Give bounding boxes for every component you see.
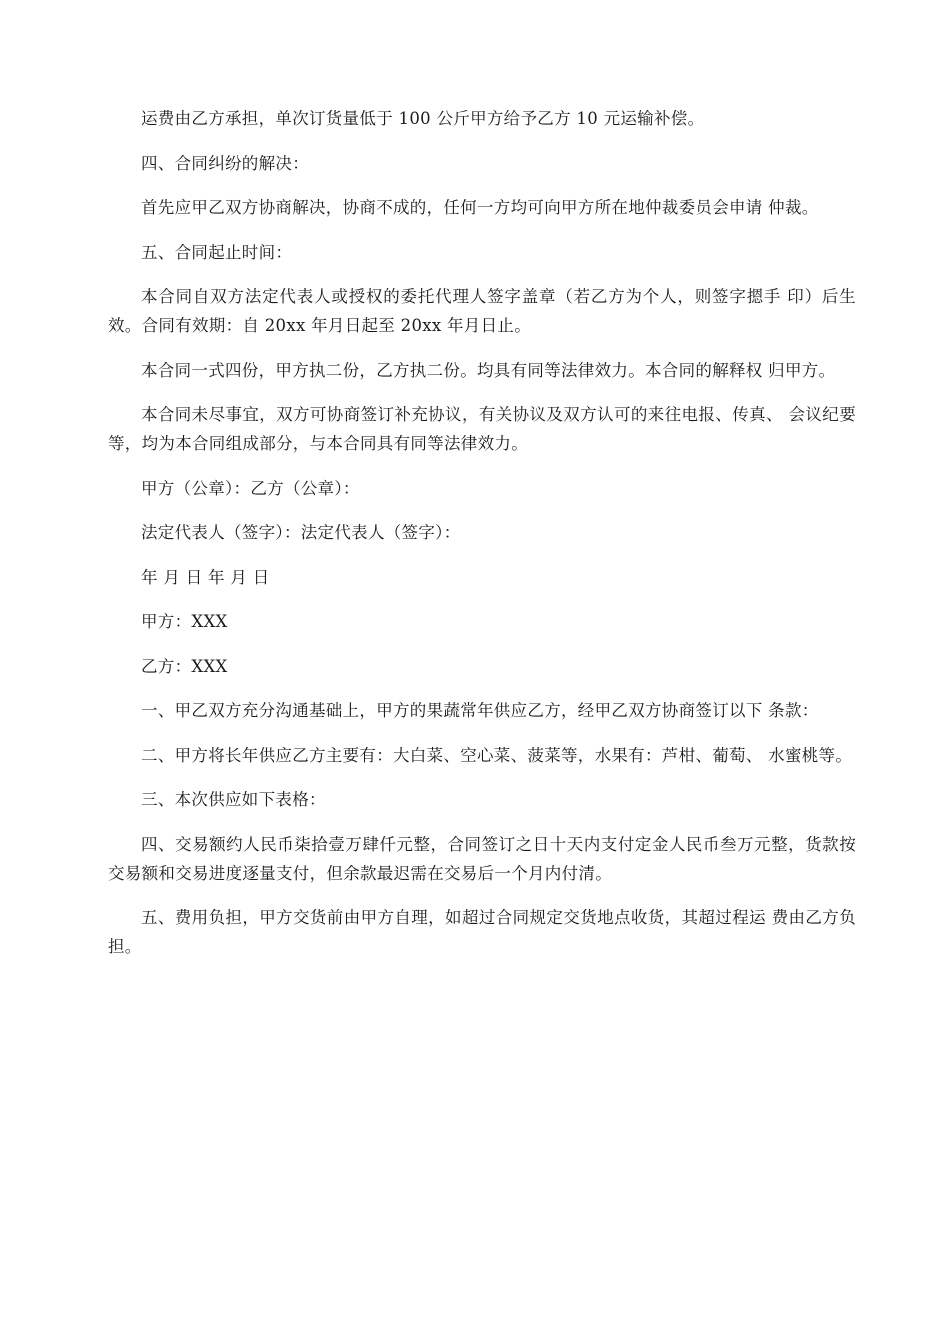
party-b-line: 乙方：XXX — [141, 656, 228, 676]
clause-one: 一、甲乙双方充分沟通基础上，甲方的果蔬常年供应乙方，经甲乙双方协商签订以下 条款： — [141, 701, 819, 720]
clause-five: 五、费用负担，甲方交货前由甲方自理，如超过合同规定交货地点收货，其超过程运 费由乙方负担。 — [108, 908, 856, 956]
signature-seal-line: 甲方（公章）：乙方（公章）： — [141, 478, 360, 498]
heading-contract-term: 五、合同起止时间： — [141, 242, 293, 262]
paragraph-supplementary: 本合同未尽事宜，双方可协商签订补充协议，有关协议及双方认可的来往电报、传真、 会议纪要等，均为本合同组成部分，与本合同具有同等法律效力。 — [108, 405, 856, 453]
clause-two: 二、甲方将长年供应乙方主要有：大白菜、空心菜、菠菜等，水果有：芦柑、葡萄、 水蜜桃等。 — [141, 745, 853, 765]
signature-representative-line: 法定代表人（签字）：法定代表人（签字）： — [141, 523, 461, 542]
paragraph-copies: 本合同一式四份，甲方执二份，乙方执二份。均具有同等法律效力。本合同的解释权 归甲方。 — [141, 360, 836, 380]
clause-four: 四、交易额约人民币柒拾壹万肆仟元整，合同签订之日十天内支付定金人民币叁万元整，货款按交易额和交易进度逐量支付，但余款最迟需在交易后一个月内付清。 — [108, 834, 856, 883]
paragraph-transport-cost: 运费由乙方承担，单次订货量低于 100 公斤甲方给予乙方 10 元运输补偿。 — [141, 109, 705, 128]
paragraph-dispute-resolution: 首先应甲乙双方协商解决，协商不成的，任何一方均可向甲方所在地仲裁委员会申请 仲裁。 — [141, 198, 819, 217]
paragraph-effective-date: 本合同自双方法定代表人或授权的委托代理人签字盖章（若乙方为个人，则签字摁手 印）后生效。合同有效期：自 20xx 年月日起至 20xx 年月日止。 — [108, 287, 856, 335]
clause-three: 三、本次供应如下表格： — [141, 790, 326, 809]
signature-date-line: 年 月 日 年 月 日 — [141, 567, 270, 587]
heading-dispute-resolution: 四、合同纠纷的解决： — [141, 153, 309, 173]
party-a-line: 甲方：XXX — [141, 612, 228, 631]
document-body — [108, 104, 856, 977]
